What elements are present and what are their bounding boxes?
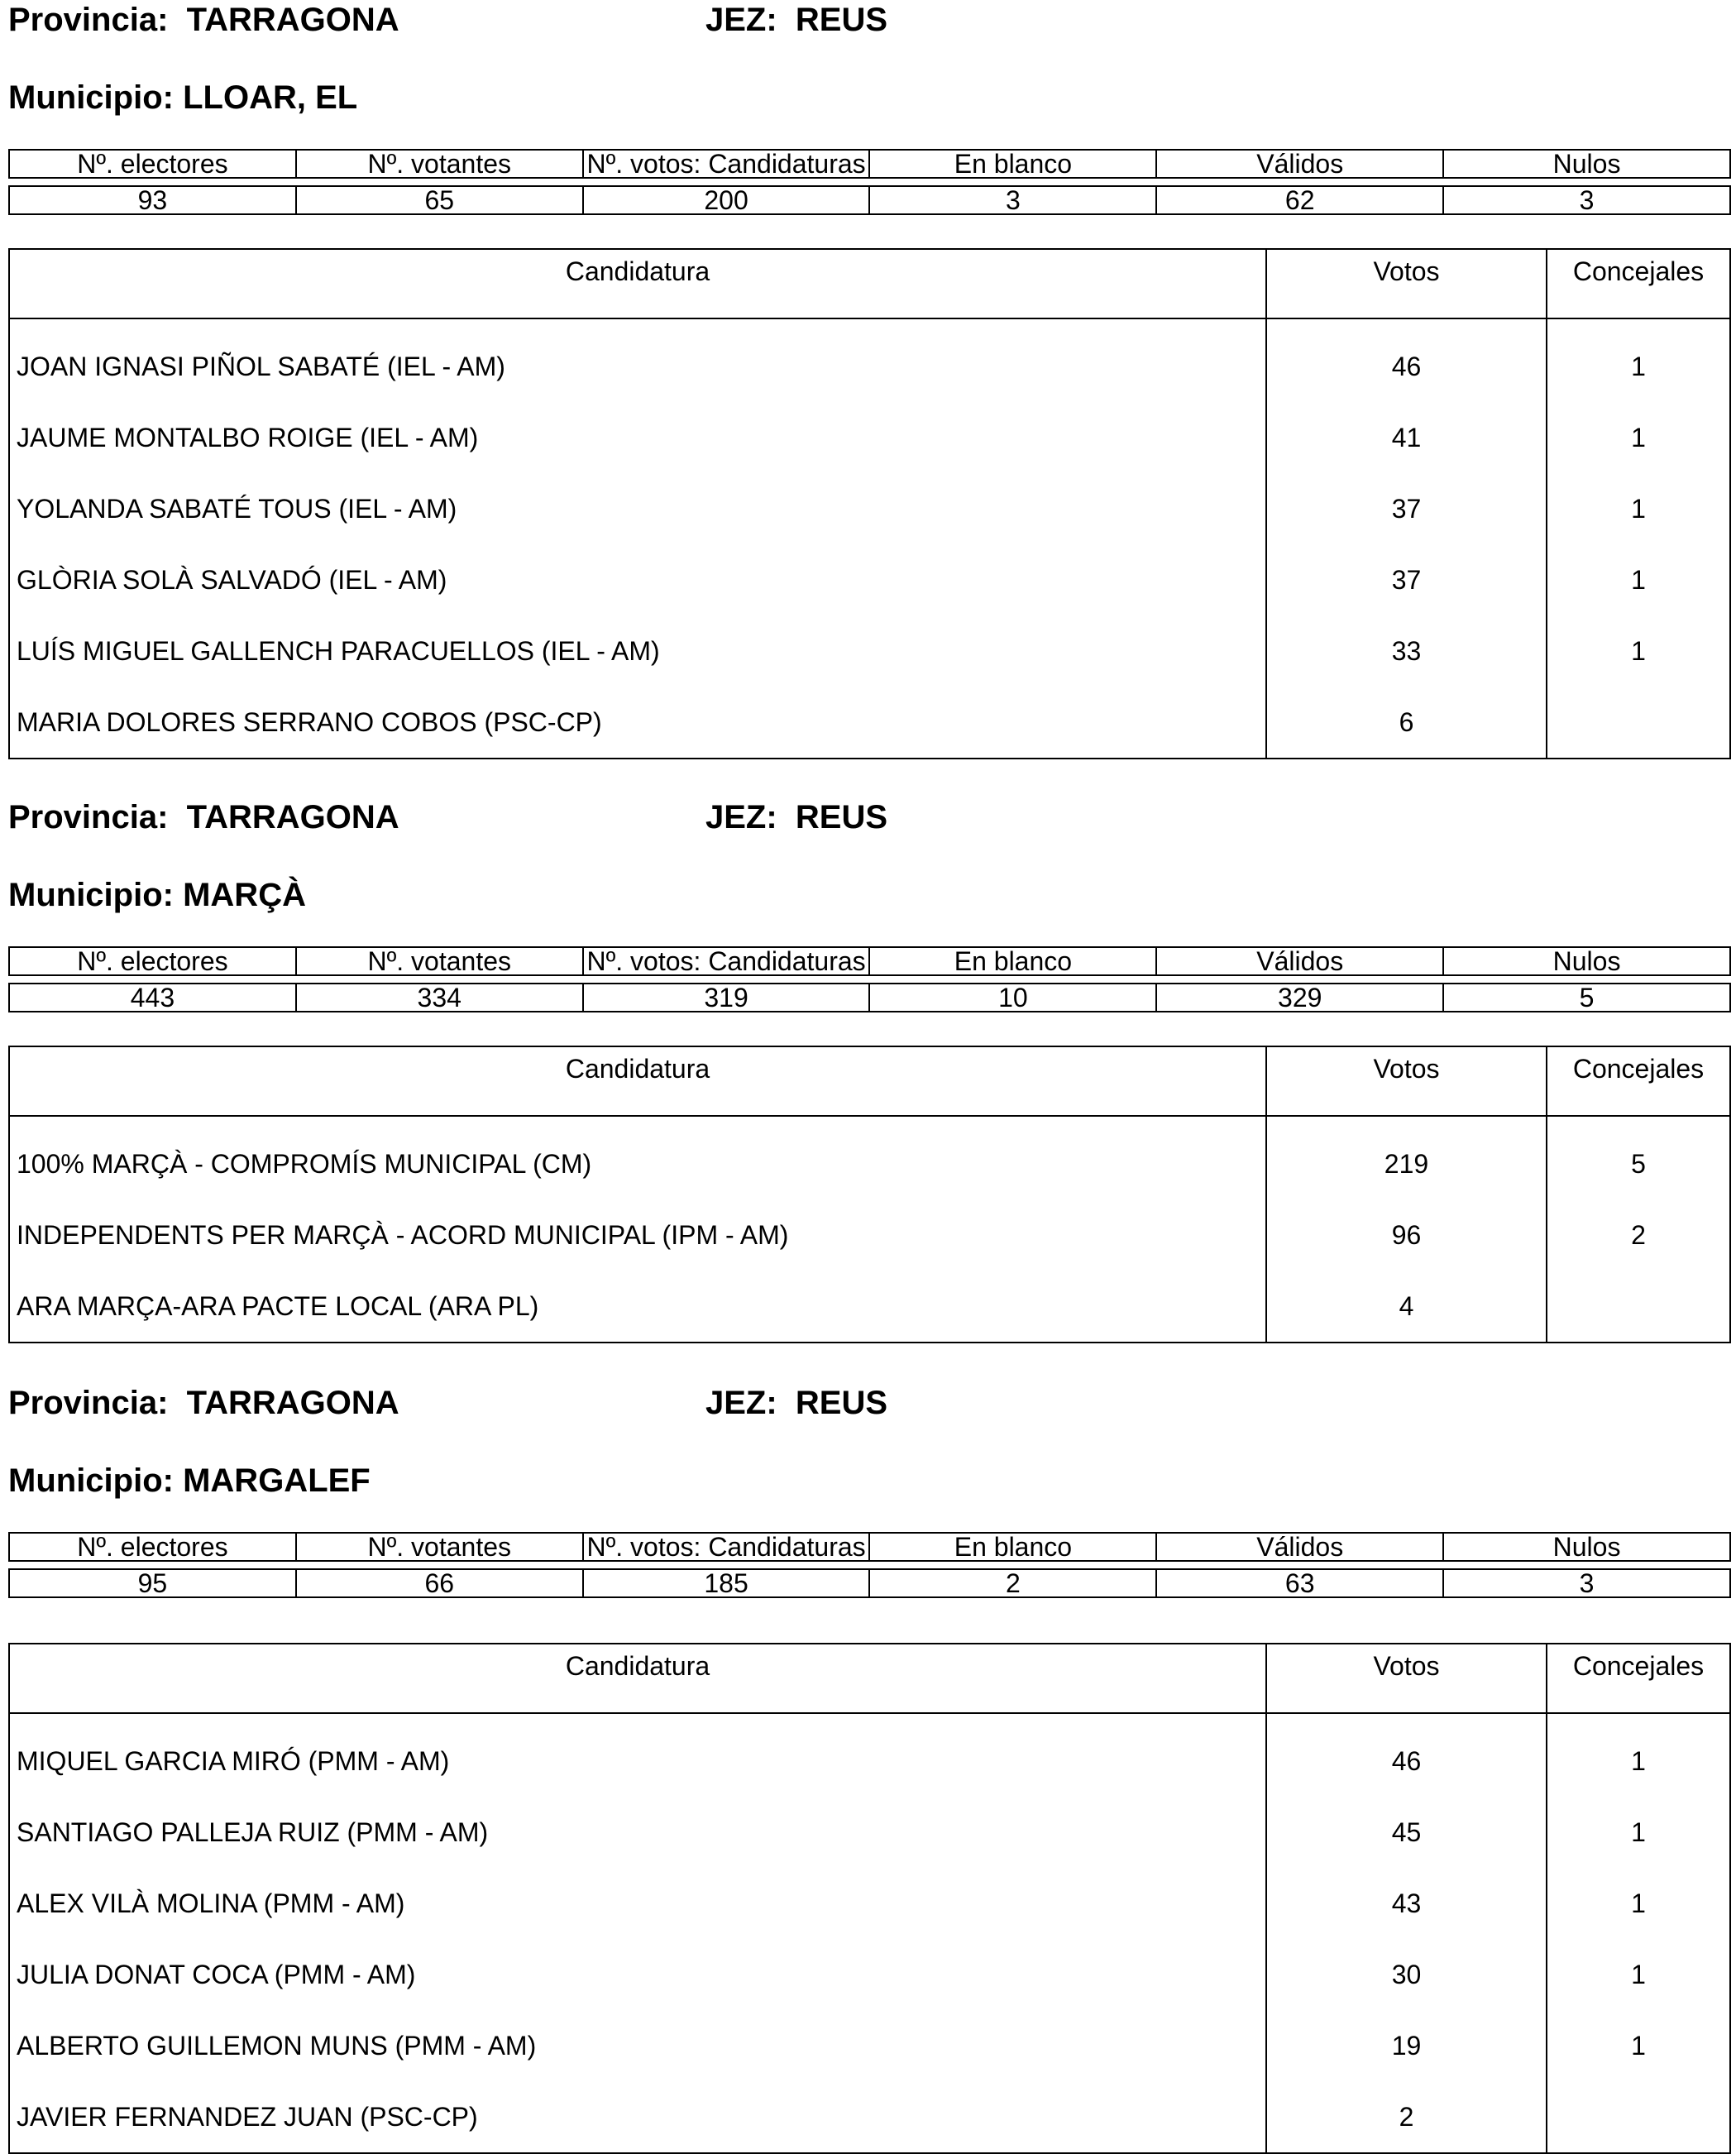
candidate-concejales: [1546, 687, 1729, 758]
candidate-row: [10, 402, 1729, 473]
candidate-name: GLÒRIA SOLÀ SALVADÓ (IEL - AM): [17, 564, 447, 595]
candidates-table: [8, 1643, 1731, 2154]
stat-value: 62: [1155, 187, 1442, 213]
candidate-name: MIQUEL GARCIA MIRÓ (PMM - AM): [17, 1745, 450, 1776]
candidate-votos: 37: [1265, 544, 1546, 615]
candidate-concejales: 1: [1546, 544, 1729, 615]
stat-header: Nº. votos: Candidaturas: [582, 151, 869, 177]
candidate-row: [10, 1939, 1729, 2010]
candidate-row: [10, 1868, 1729, 1939]
candidate-row: [10, 331, 1729, 402]
candidate-votos: 43: [1265, 1868, 1546, 1939]
municipio-value: LLOAR, EL: [183, 79, 358, 116]
votos-header: Votos: [1265, 1644, 1546, 1712]
candidate-name: JAVIER FERNANDEZ JUAN (PSC-CP): [17, 2101, 478, 2132]
candidates-header-row: [10, 1047, 1729, 1117]
candidate-row: [10, 1199, 1729, 1271]
stat-header: Nº. votantes: [295, 1534, 582, 1560]
candidate-row: [10, 1128, 1729, 1199]
candidate-name: LUÍS MIGUEL GALLENCH PARACUELLOS (IEL - AM): [17, 635, 660, 666]
municipio-header: Municipio: MARÇÀ: [8, 877, 306, 913]
candidate-name: YOLANDA SABATÉ TOUS (IEL - AM): [17, 493, 457, 524]
candidate-votos: 2: [1265, 2081, 1546, 2152]
stat-header: Válidos: [1155, 151, 1442, 177]
candidate-row: [10, 544, 1729, 615]
stat-value: 5: [1442, 984, 1729, 1011]
municipio-header: Municipio: LLOAR, EL: [8, 79, 358, 116]
candidate-votos: 6: [1265, 687, 1546, 758]
stat-header: En blanco: [868, 1534, 1155, 1560]
candidate-name: INDEPENDENTS PER MARÇÀ - ACORD MUNICIPAL (IPM - AM): [17, 1219, 789, 1250]
candidate-concejales: 1: [1546, 2010, 1729, 2081]
candidate-name: JAUME MONTALBO ROIGE (IEL - AM): [17, 422, 479, 452]
candidate-votos: 19: [1265, 2010, 1546, 2081]
concejales-header: Concejales: [1546, 1047, 1729, 1115]
stat-value: 95: [137, 1568, 168, 1598]
stat-value: 93: [137, 184, 168, 215]
candidate-votos: 4: [1265, 1271, 1546, 1342]
stat-value: 66: [295, 1570, 582, 1596]
candidatura-header: Candidatura: [565, 1651, 710, 1681]
municipio-value: MARÇÀ: [183, 877, 306, 913]
provincia-header: Provincia: TARRAGONA: [8, 799, 399, 835]
candidate-votos: 30: [1265, 1939, 1546, 2010]
candidate-concejales: 1: [1546, 473, 1729, 544]
stat-value: 443: [130, 982, 175, 1012]
candidate-row: [10, 2010, 1729, 2081]
stats-table: [8, 149, 1731, 215]
candidate-votos: 46: [1265, 331, 1546, 402]
stats-value-row: [8, 185, 1731, 215]
jez-header: JEZ: REUS: [705, 2, 888, 38]
stat-value: 334: [295, 984, 582, 1011]
candidate-name: JULIA DONAT COCA (PMM - AM): [17, 1959, 416, 1989]
candidate-name: 100% MARÇÀ - COMPROMÍS MUNICIPAL (CM): [17, 1148, 592, 1179]
jez-value: REUS: [795, 1385, 888, 1421]
stat-header: Nº. votos: Candidaturas: [582, 948, 869, 974]
candidate-name: JOAN IGNASI PIÑOL SABATÉ (IEL - AM): [17, 351, 505, 381]
municipio-header: Municipio: MARGALEF: [8, 1462, 371, 1499]
candidate-row: [10, 2081, 1729, 2152]
stats-table: [8, 946, 1731, 1012]
stat-value: 63: [1155, 1570, 1442, 1596]
stat-value: 3: [868, 187, 1155, 213]
candidate-concejales: 1: [1546, 1726, 1729, 1797]
candidate-concejales: 1: [1546, 1868, 1729, 1939]
stat-value: 319: [582, 984, 869, 1011]
candidates-header-row: [10, 1644, 1729, 1714]
candidate-votos: 219: [1265, 1128, 1546, 1199]
candidate-votos: 33: [1265, 615, 1546, 687]
stat-header: Nº. votantes: [295, 151, 582, 177]
stats-value-row: [8, 983, 1731, 1012]
stat-header: Nº. electores: [77, 148, 228, 179]
candidate-concejales: 5: [1546, 1128, 1729, 1199]
candidate-concejales: 2: [1546, 1199, 1729, 1271]
candidates-table: [8, 1046, 1731, 1343]
stat-value: 10: [868, 984, 1155, 1011]
candidatura-header: Candidatura: [565, 1054, 710, 1084]
candidate-concejales: 1: [1546, 402, 1729, 473]
stat-header: Nº. votos: Candidaturas: [582, 1534, 869, 1560]
candidate-name: SANTIAGO PALLEJA RUIZ (PMM - AM): [17, 1817, 489, 1847]
candidate-name: ALBERTO GUILLEMON MUNS (PMM - AM): [17, 2030, 537, 2061]
concejales-header: Concejales: [1546, 1644, 1729, 1712]
candidate-row: [10, 615, 1729, 687]
stat-header: En blanco: [868, 948, 1155, 974]
stats-value-row: [8, 1568, 1731, 1598]
candidate-row: [10, 1797, 1729, 1868]
candidate-row: [10, 687, 1729, 758]
votos-header: Votos: [1265, 250, 1546, 318]
candidate-row: [10, 1726, 1729, 1797]
stat-header: Válidos: [1155, 948, 1442, 974]
candidate-concejales: 1: [1546, 615, 1729, 687]
jez-value: REUS: [795, 2, 888, 38]
stat-value: 3: [1442, 187, 1729, 213]
stat-value: 65: [295, 187, 582, 213]
candidates-table: [8, 248, 1731, 759]
candidatura-header: Candidatura: [565, 256, 710, 286]
provincia-value: TARRAGONA: [186, 2, 399, 38]
candidate-concejales: 1: [1546, 1797, 1729, 1868]
provincia-header: Provincia: TARRAGONA: [8, 1385, 399, 1421]
stat-header: Nulos: [1442, 1534, 1729, 1560]
votos-header: Votos: [1265, 1047, 1546, 1115]
candidate-row: [10, 473, 1729, 544]
stat-header: Nº. electores: [77, 1531, 228, 1562]
candidate-votos: 41: [1265, 402, 1546, 473]
candidate-concejales: [1546, 2081, 1729, 2152]
candidate-votos: 45: [1265, 1797, 1546, 1868]
candidate-name: ALEX VILÀ MOLINA (PMM - AM): [17, 1888, 405, 1918]
provincia-value: TARRAGONA: [186, 799, 399, 835]
stat-value: 2: [868, 1570, 1155, 1596]
stats-table: [8, 1532, 1731, 1598]
candidate-name: ARA MARÇA-ARA PACTE LOCAL (ARA PL): [17, 1290, 539, 1321]
jez-value: REUS: [795, 799, 888, 835]
municipio-value: MARGALEF: [183, 1462, 371, 1499]
stat-header: Nulos: [1442, 948, 1729, 974]
provincia-header: Provincia: TARRAGONA: [8, 2, 399, 38]
stat-header: Nº. votantes: [295, 948, 582, 974]
stat-value: 3: [1442, 1570, 1729, 1596]
stat-header: Nulos: [1442, 151, 1729, 177]
candidate-row: [10, 1271, 1729, 1342]
candidate-votos: 96: [1265, 1199, 1546, 1271]
candidate-concejales: 1: [1546, 1939, 1729, 2010]
stat-value: 185: [582, 1570, 869, 1596]
stats-header-row: [8, 946, 1731, 976]
candidate-concejales: 1: [1546, 331, 1729, 402]
stat-header: Nº. electores: [77, 945, 228, 976]
stats-header-row: [8, 149, 1731, 179]
provincia-value: TARRAGONA: [186, 1385, 399, 1421]
stat-header: Válidos: [1155, 1534, 1442, 1560]
candidate-votos: 46: [1265, 1726, 1546, 1797]
candidate-concejales: [1546, 1271, 1729, 1342]
candidate-name: MARIA DOLORES SERRANO COBOS (PSC-CP): [17, 706, 602, 737]
candidates-header-row: [10, 250, 1729, 319]
jez-header: JEZ: REUS: [705, 799, 888, 835]
stat-value: 200: [582, 187, 869, 213]
candidate-votos: 37: [1265, 473, 1546, 544]
concejales-header: Concejales: [1546, 250, 1729, 318]
stats-header-row: [8, 1532, 1731, 1562]
jez-header: JEZ: REUS: [705, 1385, 888, 1421]
stat-value: 329: [1155, 984, 1442, 1011]
stat-header: En blanco: [868, 151, 1155, 177]
